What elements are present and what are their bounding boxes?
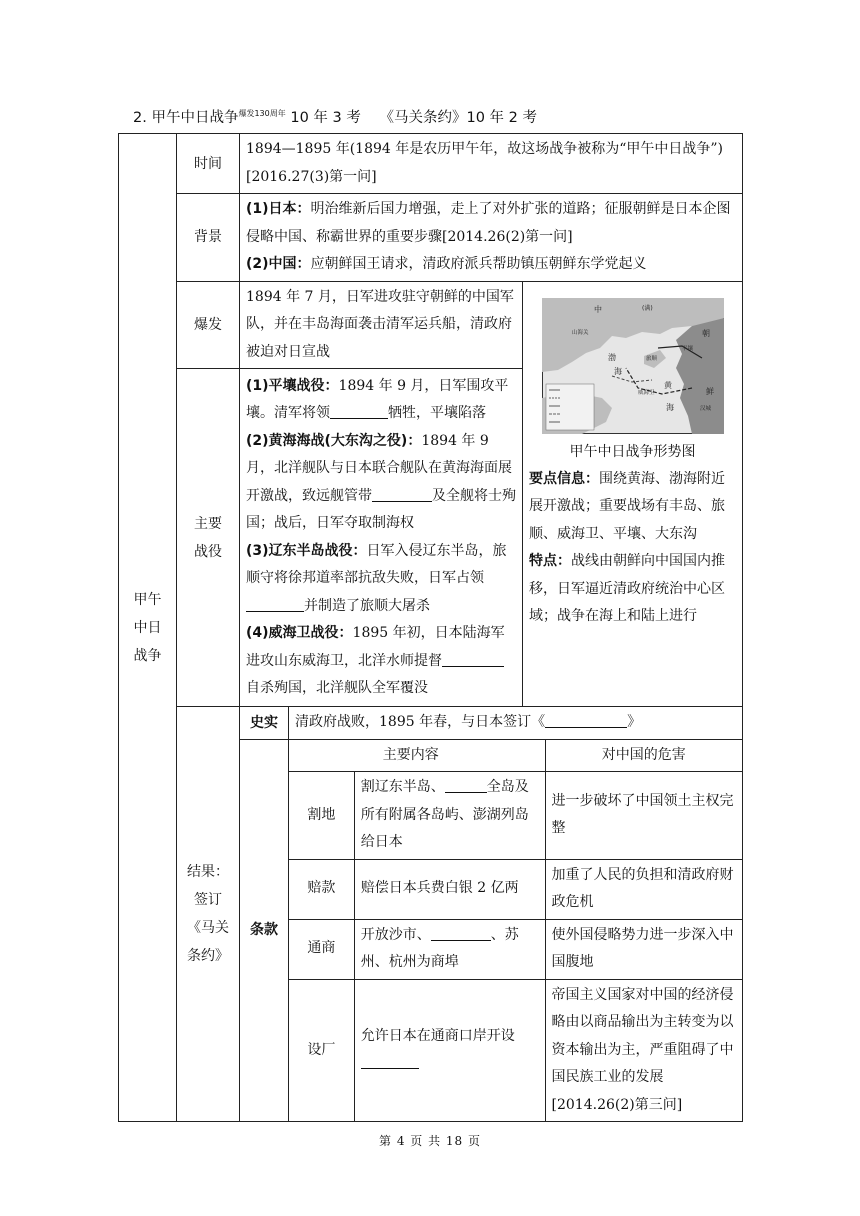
answer-blank[interactable] xyxy=(545,711,627,728)
clause-content xyxy=(354,772,545,860)
china-head: (2)中国： xyxy=(246,256,311,272)
clause-content xyxy=(354,919,545,979)
war-name-cell xyxy=(119,134,177,1122)
section-number: 2. xyxy=(133,110,147,126)
key-info-text: 围绕黄海、渤海附近展开激战；重要战场有丰岛、旅顺、威海卫、平壤、大东沟 xyxy=(529,470,725,542)
clause-name: 通商 xyxy=(289,919,354,979)
china-text: 应朝鲜国王请求，清政府派兵帮助镇压朝鲜东学党起义 xyxy=(310,256,647,272)
battles-label-line: 战役 xyxy=(194,543,222,560)
clause-content-a: 开放沙市、 xyxy=(360,926,431,943)
feature-text: 战线由朝鲜向中国国内推移，日军逼近清政府统治中心区域；战争在海上和陆上进行 xyxy=(529,553,725,624)
result-label xyxy=(177,707,240,1122)
clause-harm: 加重了人民的负担和清政府财政危机 xyxy=(545,859,742,919)
battle-2-text-b: 及全舰将士殉国；战后，日军夺取制海权 xyxy=(246,487,516,531)
feature-head: 特点： xyxy=(529,553,571,569)
battle-3-text-a: 日军入侵辽东半岛，旅顺守将徐邦道率部抗敌失败，日军占领 xyxy=(246,542,507,586)
answer-blank[interactable] xyxy=(246,595,304,612)
war-name-line: 战争 xyxy=(133,647,162,664)
clause-harm: 使外国侵略势力进一步深入中国腹地 xyxy=(545,919,742,979)
clauses-label: 条款 xyxy=(240,739,289,1122)
map-label: 平壤 xyxy=(681,345,693,352)
battle-2-head: (2)黄海海战(大东沟之役)： xyxy=(246,432,422,449)
clause-name: 赔款 xyxy=(289,859,354,919)
section-title: 甲午中日战争 xyxy=(151,110,239,126)
answer-blank[interactable] xyxy=(445,776,487,793)
battle-3-text-b: 并制造了旅顺大屠杀 xyxy=(304,597,430,614)
battle-4-text-b: 自杀殉国，北洋舰队全军覆没 xyxy=(246,680,428,696)
clause-harm: 帝国主义国家对中国的经济侵略由以商品输出为主转变为以资本输出为主，严重阻碍了中国民族工业的发展[2014.26(2)第三问] xyxy=(545,979,742,1121)
clauses-table xyxy=(289,740,742,1122)
background-text xyxy=(240,194,743,282)
map-label: 山海关 xyxy=(571,329,589,336)
battle-2-text-a: 1894 年 9 月，北洋舰队与日本联合舰队在黄海海面展开激战，致远舰管带 xyxy=(246,432,512,504)
clause-content xyxy=(354,979,545,1121)
exam-frequency-1: 10 年 3 考 xyxy=(290,110,361,126)
map-label: 鲜 xyxy=(705,386,714,396)
battles-label xyxy=(177,369,240,707)
clause-content-a: 割辽东半岛、 xyxy=(360,779,445,795)
col-main-content: 主要内容 xyxy=(382,746,439,763)
war-situation-map xyxy=(542,298,724,434)
clause-content-a: 允许日本在通商口岸开设 xyxy=(360,1027,515,1044)
map-key-info xyxy=(527,466,738,549)
war-name-line: 甲午 xyxy=(133,591,162,608)
exam-frequency-2: 《马关条约》10 年 2 考 xyxy=(379,110,537,126)
result-label-line: 结果： xyxy=(187,864,229,880)
battle-1-head: (1)平壤战役： xyxy=(246,377,339,394)
key-info-head: 要点信息： xyxy=(529,470,599,487)
map-label: 渤 xyxy=(607,352,616,362)
anniversary-note: 爆发130周年 xyxy=(238,109,286,118)
clause-name: 设厂 xyxy=(289,979,354,1121)
map-label: 汉城 xyxy=(699,405,711,412)
map-label: 威海卫 xyxy=(637,389,655,396)
fact-text-b: 》 xyxy=(627,714,642,730)
answer-blank[interactable] xyxy=(442,650,504,667)
map-label: (满) xyxy=(641,304,653,312)
war-name-line: 中日 xyxy=(133,619,162,636)
japan-head: (1)日本： xyxy=(246,201,311,217)
clauses-cell xyxy=(289,739,743,1122)
map-caption: 甲午中日战争形势图 xyxy=(569,443,696,460)
clauses-header-row xyxy=(289,740,545,772)
col-harm: 对中国的危害 xyxy=(545,740,742,772)
battle-4-text-a: 1895 年初，日本陆海军进攻山东威海卫，北洋水师提督 xyxy=(246,625,505,669)
result-label-line: 签订 xyxy=(194,892,222,908)
map-feature-info xyxy=(527,548,738,631)
fact-label: 史实 xyxy=(240,707,289,740)
clause-harm: 进一步破坏了中国领土主权完整 xyxy=(545,772,742,860)
map-panel xyxy=(523,281,743,707)
result-label-line: 条约》 xyxy=(187,948,229,964)
map-label: 海 xyxy=(665,402,674,412)
background-label: 背景 xyxy=(177,194,240,282)
fact-text xyxy=(289,707,743,740)
clause-content-b: 、苏州、杭州为商埠 xyxy=(360,926,519,970)
map-label: 黄 xyxy=(663,380,672,390)
battle-3-head: (3)辽东半岛战役： xyxy=(246,542,367,559)
battle-1-text-b: 牺牲，平壤陷落 xyxy=(388,405,486,421)
japan-text: 明治维新后国力增强，走上了对外扩张的道路；征服朝鲜是日本企图侵略中国、称霸世界的重要步骤[2014.26(2)第一问] xyxy=(246,201,731,245)
fact-text-a: 清政府战败，1895 年春，与日本签订《 xyxy=(295,714,546,730)
result-label-line: 《马关 xyxy=(187,920,229,936)
answer-blank[interactable] xyxy=(431,924,491,941)
map-label: 中 xyxy=(593,304,602,314)
outbreak-label: 爆发 xyxy=(177,281,240,369)
map-label: 朝 xyxy=(701,328,710,338)
answer-blank[interactable] xyxy=(361,1052,419,1069)
clause-content: 赔偿日本兵费白银 2 亿两 xyxy=(354,859,545,919)
summary-table xyxy=(118,133,743,1122)
outbreak-text: 1894 年 7 月，日军进攻驻守朝鲜的中国军队，并在丰岛海面袭击清军运兵船，清政府被迫对日宣战 xyxy=(240,281,523,369)
page-footer: 第 4 页 共 18 页 xyxy=(379,1134,481,1148)
battles-text xyxy=(240,369,523,707)
time-label: 时间 xyxy=(177,134,240,194)
section-heading xyxy=(133,106,537,127)
battle-4-head: (4)威海卫战役： xyxy=(246,625,353,641)
clause-name: 割地 xyxy=(289,772,354,860)
map-label: 海 xyxy=(613,366,622,376)
battles-label-line: 主要 xyxy=(194,515,222,532)
clause-content-b: 全岛及所有附属各岛屿、澎湖列岛给日本 xyxy=(360,779,529,850)
answer-blank[interactable] xyxy=(372,485,432,502)
time-text: 1894—1895 年(1894 年是农历甲午年，故这场战争被称为“甲午中日战争”)[2016.27(3)第一问] xyxy=(240,134,743,194)
battle-1-text-a: 1894 年 9 月，日军围攻平壤。清军将领 xyxy=(246,377,509,421)
answer-blank[interactable] xyxy=(330,402,388,419)
map-label: 旅顺 xyxy=(645,355,657,362)
